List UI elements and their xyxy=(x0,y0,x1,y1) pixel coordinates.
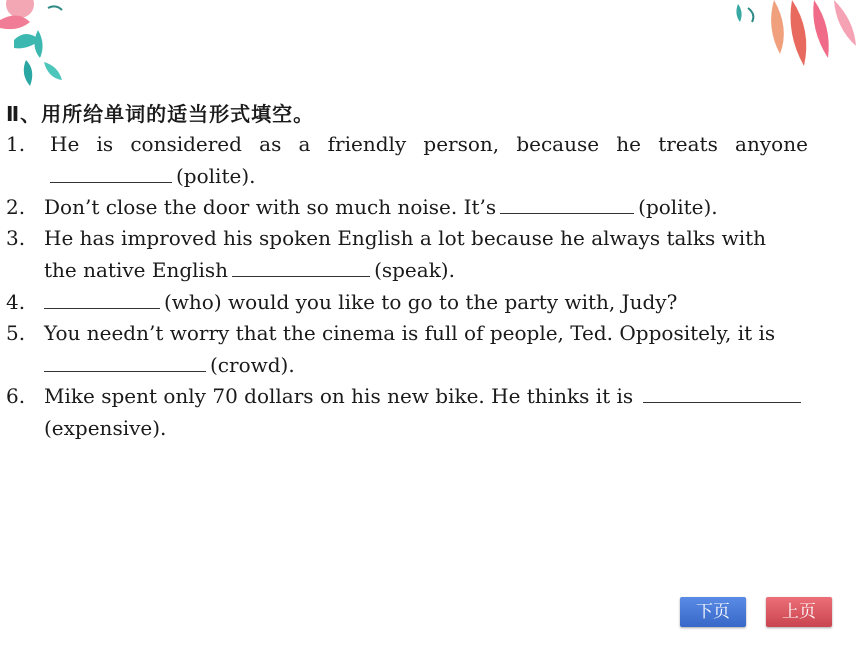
question-6-line2: (expensive). xyxy=(44,416,167,440)
section-heading: Ⅱ、用所给单词的适当形式填空。 xyxy=(6,102,315,126)
answer-blank[interactable] xyxy=(643,382,801,403)
answer-blank[interactable] xyxy=(50,162,172,183)
previous-page-button[interactable]: 上页 xyxy=(766,597,832,627)
answer-blank[interactable] xyxy=(44,351,206,372)
answer-blank[interactable] xyxy=(232,256,370,277)
question-text-line1: He is considered as a friendly person, because he treats anyone xyxy=(50,132,808,156)
answer-blank[interactable] xyxy=(500,193,634,214)
question-1-line2: (polite). xyxy=(46,160,255,192)
floral-decoration-left xyxy=(0,0,80,95)
question-5-line2: (crowd). xyxy=(44,349,295,381)
question-number: 1. xyxy=(6,132,26,156)
floral-decoration-right xyxy=(730,0,860,75)
question-3-line2: the native English (speak). xyxy=(44,258,455,282)
next-page-button[interactable]: 下页 xyxy=(680,597,746,627)
answer-blank[interactable] xyxy=(44,288,160,309)
